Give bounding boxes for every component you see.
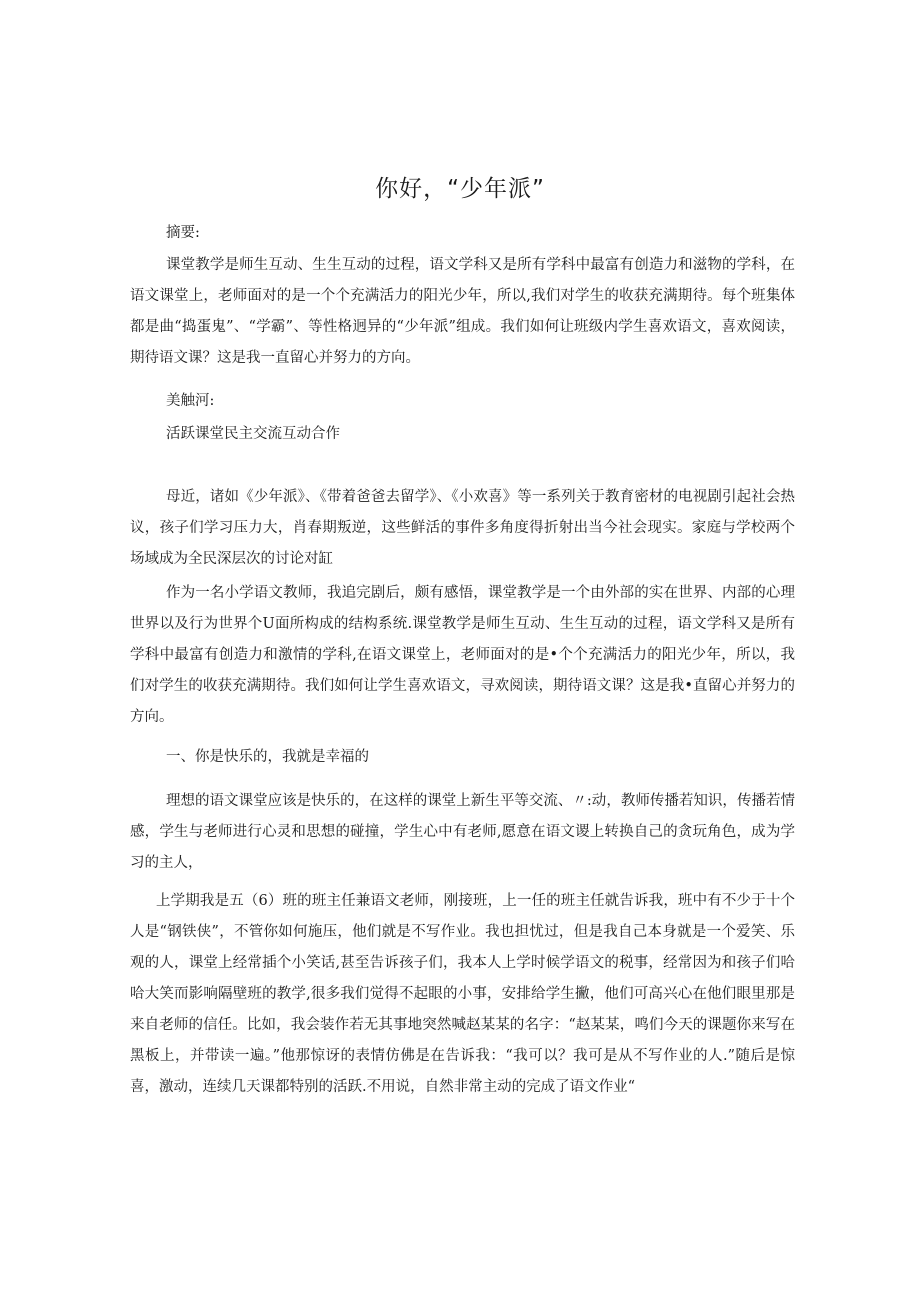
- section-heading-1: 一、你是快乐的，我就是幸福的: [166, 749, 369, 765]
- document-title: 你好，“少年派”: [375, 176, 545, 202]
- keywords-label: 美触河:: [166, 393, 215, 409]
- body-paragraph-1: 母近，诸如《少年派》、《带着爸爸去留学》、《小欢喜》等一系列关于教育密材的电视剧引起社会热议，孩子们学习压力大，肖春期叛逆，这些鲜活的事件多角度得折射出当今社会现实。家庭与学校两个场域成为全民深层次的讨论对缸: [130, 489, 795, 567]
- abstract-text: 课堂教学是师生互动、生生互动的过程，语文学科又是所有学科中最富有创造力和滋物的学科，在语文课堂上，老师面对的是一个个充满活力的阳光少年，所以,我们对学生的收获充满期待。每个班集体都是曲“捣蛋鬼”、“学霸”、等性格迥异的“少年派”组成。我们如何让班级内学生喜欢语文，喜欢阅读，期待语文课？这是我一直留心并努力的方向。: [130, 257, 795, 366]
- body-paragraph-4: 上学期我是五（6）班的班主任兼语文老师，刚接班，上一任的班主任就告诉我，班中有不少于十个人是“钢铁侠”，不管你如何施压，他们就是不写作业。我也担忧过，但是我自己本身就是一个爱笑、乐观的人，课堂上经常插个小笑话,甚至告诉孩子们，我本人上学时候学语文的税事，经常因为和孩子们哈哈大笑而影响隔壁班的教学,很多我们觉得不起眼的小事，安排给学生撇，他们可高兴心在他们眼里那是来自老师的信任。比如，我会装作若无其事地突然喊赵某某的名字：“赵某某，鸣们今天的课题你来写在黑板上，并带读一遍。”他那惊讶的表情仿佛是在告诉我：“我可以？我可是从不写作业的人.”随后是惊喜，激动，连续几天课都特别的活跃.不用说，自然非常主动的完成了语文作业“: [130, 893, 795, 1095]
- body-paragraph-3: 理想的语文课堂应该是快乐的，在这样的课堂上新生平等交流、〃:动，教师传播若知识，传播若情感，学生与老师进行心灵和思想的碰撞，学生心中有老师,愿意在语文谡上转换自己的贪玩角色，成为学习的主人，: [130, 793, 795, 871]
- body-paragraph-2: 作为一名小学语文教师，我追完剧后，颇有感悟，课堂教学是一个由外部的实在世界、内部的心理世界以及行为世界个U面所构成的结构系统.课堂教学是师生互动、生生互动的过程，语文学科又是所有学科中最富有创造力和激情的学科,在语文课堂上，老师面对的是•个个充满活力的阳光少年，所以，我们对学生的收获充满期待。我们如何让学生喜欢语文，寻欢阅读，期待语文课？这是我•直留心并努力的方向。: [130, 585, 795, 725]
- abstract-label: 摘要:: [166, 225, 200, 241]
- keywords-text: 活跃课堂民主交流互动合作: [166, 426, 340, 442]
